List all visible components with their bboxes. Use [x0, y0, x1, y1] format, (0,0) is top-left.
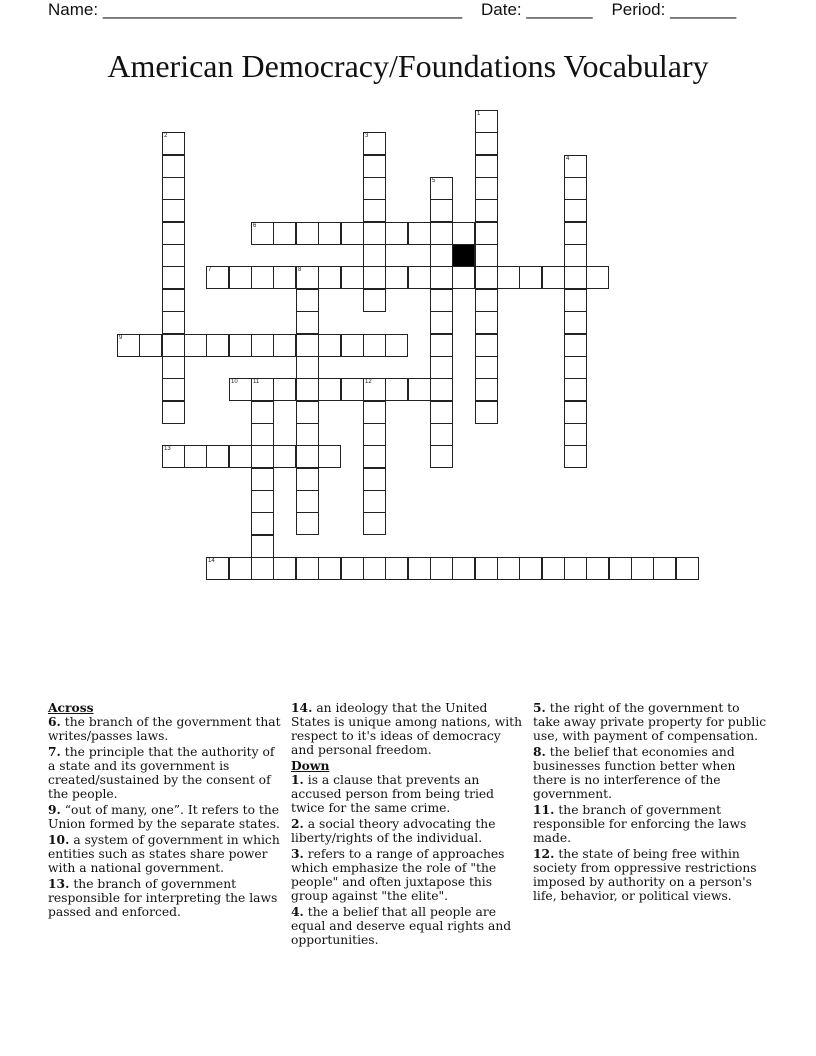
crossword-cell[interactable]: [162, 155, 185, 178]
crossword-cell[interactable]: [408, 557, 431, 580]
crossword-cell[interactable]: [564, 401, 587, 424]
crossword-cell[interactable]: [318, 266, 341, 289]
crossword-cell[interactable]: [408, 222, 431, 245]
clue-across-7: [48, 745, 284, 801]
clue-text: a social theory advocating the liberty/rights of the individual.: [291, 817, 496, 845]
crossword-cell[interactable]: [296, 401, 319, 424]
crossword-cell[interactable]: [363, 222, 386, 245]
clue-across-10: [48, 833, 284, 875]
crossword-cell[interactable]: [251, 334, 274, 357]
blocked-cell: [452, 244, 475, 267]
crossword-cell[interactable]: [475, 311, 498, 334]
crossword-cell[interactable]: [229, 378, 252, 401]
crossword-cell[interactable]: [162, 356, 185, 379]
clues-column-3: [533, 701, 769, 905]
crossword-cell[interactable]: [363, 423, 386, 446]
cell-number: 13: [164, 446, 171, 452]
crossword-cell[interactable]: [341, 334, 364, 357]
clue-down-2: [291, 817, 527, 845]
crossword-cell[interactable]: [430, 356, 453, 379]
crossword-cell[interactable]: [452, 266, 475, 289]
crossword-cell[interactable]: [296, 289, 319, 312]
clues-column-1: [48, 701, 284, 921]
crossword-cell[interactable]: [586, 266, 609, 289]
crossword-cell[interactable]: [296, 311, 319, 334]
crossword-cell[interactable]: [564, 199, 587, 222]
crossword-cell[interactable]: [475, 334, 498, 357]
crossword-cell[interactable]: [653, 557, 676, 580]
cell-number: 7: [208, 267, 212, 273]
crossword-cell[interactable]: [452, 557, 475, 580]
crossword-cell[interactable]: [296, 557, 319, 580]
clue-number: 4.: [291, 904, 304, 919]
crossword-cell[interactable]: [206, 266, 229, 289]
crossword-cell[interactable]: [475, 132, 498, 155]
clue-number: 14.: [291, 700, 313, 715]
clue-text: the principle that the authority of a state and its government is created/sustained by the consent of the people.: [48, 745, 275, 801]
cell-number: 12: [365, 379, 372, 385]
crossword-cell[interactable]: [475, 222, 498, 245]
crossword-cell[interactable]: [162, 244, 185, 267]
crossword-cell[interactable]: [229, 445, 252, 468]
crossword-cell[interactable]: [564, 222, 587, 245]
crossword-cell[interactable]: [363, 557, 386, 580]
crossword-cell[interactable]: [363, 244, 386, 267]
crossword-cell[interactable]: [542, 557, 565, 580]
crossword-cell[interactable]: [564, 244, 587, 267]
crossword-cell[interactable]: [162, 199, 185, 222]
crossword-cell[interactable]: [117, 334, 140, 357]
crossword-cell[interactable]: [363, 378, 386, 401]
crossword-cell[interactable]: [475, 266, 498, 289]
clue-down-11: [533, 803, 769, 845]
crossword-cell[interactable]: [341, 222, 364, 245]
clues-column-2: [291, 701, 527, 949]
crossword-cell[interactable]: [363, 155, 386, 178]
crossword-cell[interactable]: [184, 445, 207, 468]
crossword-cell[interactable]: [162, 222, 185, 245]
crossword-cell[interactable]: [385, 266, 408, 289]
crossword-cell[interactable]: [363, 132, 386, 155]
clue-text: “out of many, one”. It refers to the Union formed by the separate states.: [48, 803, 280, 831]
crossword-cell[interactable]: [475, 356, 498, 379]
clue-number: 9.: [48, 802, 61, 817]
period-blank[interactable]: _______: [670, 0, 737, 19]
crossword-cell[interactable]: [318, 222, 341, 245]
crossword-cell[interactable]: [430, 445, 453, 468]
crossword-cell[interactable]: [564, 334, 587, 357]
clue-number: 7.: [48, 744, 61, 759]
crossword-cell[interactable]: [162, 177, 185, 200]
crossword-cell[interactable]: [564, 266, 587, 289]
crossword-cell[interactable]: [229, 334, 252, 357]
crossword-cell[interactable]: [318, 445, 341, 468]
cell-number: 14: [208, 558, 215, 564]
crossword-cell[interactable]: [206, 334, 229, 357]
clue-number: 5.: [533, 700, 546, 715]
clue-text: the branch of government responsible for enforcing the laws made.: [533, 803, 747, 845]
clue-down-8: [533, 745, 769, 801]
crossword-cell[interactable]: [363, 177, 386, 200]
crossword-cell[interactable]: [251, 222, 274, 245]
crossword-cell[interactable]: [162, 401, 185, 424]
crossword-cell[interactable]: [251, 535, 274, 558]
clue-number: 2.: [291, 816, 304, 831]
crossword-cell[interactable]: [318, 334, 341, 357]
crossword-cell[interactable]: [631, 557, 654, 580]
crossword-cell[interactable]: [475, 155, 498, 178]
crossword-cell[interactable]: [251, 468, 274, 491]
crossword-cell[interactable]: [430, 334, 453, 357]
crossword-cell[interactable]: [564, 177, 587, 200]
crossword-cell[interactable]: [162, 266, 185, 289]
clue-across-9: [48, 803, 284, 831]
crossword-cell[interactable]: [430, 378, 453, 401]
crossword-cell[interactable]: [229, 266, 252, 289]
crossword-cell[interactable]: [296, 423, 319, 446]
crossword-cell[interactable]: [273, 334, 296, 357]
crossword-cell[interactable]: [564, 423, 587, 446]
crossword-cell[interactable]: [385, 557, 408, 580]
crossword-cell[interactable]: [542, 266, 565, 289]
clue-down-5: [533, 701, 769, 743]
clue-text: is a clause that prevents an accused person from being tried twice for the same crime.: [291, 773, 495, 815]
clue-text: an ideology that the United States is unique among nations, with respect to it's ideas of democracy and personal freedom.: [291, 701, 523, 757]
crossword-cell[interactable]: [408, 266, 431, 289]
crossword-cell[interactable]: [251, 378, 274, 401]
clue-down-4: [291, 905, 527, 947]
crossword-cell[interactable]: [296, 356, 319, 379]
crossword-cell[interactable]: [475, 199, 498, 222]
clue-number: 8.: [533, 744, 546, 759]
crossword-cell[interactable]: [676, 557, 699, 580]
crossword-cell[interactable]: [251, 557, 274, 580]
crossword-cell[interactable]: [430, 423, 453, 446]
crossword-cell[interactable]: [296, 468, 319, 491]
crossword-cell[interactable]: [162, 289, 185, 312]
down-heading: Down: [291, 758, 330, 773]
crossword-cell[interactable]: [475, 378, 498, 401]
crossword-cell[interactable]: [475, 401, 498, 424]
crossword-cell[interactable]: [497, 266, 520, 289]
crossword-cell[interactable]: [251, 445, 274, 468]
clue-number: 13.: [48, 876, 70, 891]
cell-number: 4: [566, 156, 570, 162]
crossword-cell[interactable]: [184, 334, 207, 357]
crossword-cell[interactable]: [363, 401, 386, 424]
crossword-cell[interactable]: [452, 222, 475, 245]
crossword-cell[interactable]: [296, 512, 319, 535]
crossword-cell[interactable]: [251, 266, 274, 289]
crossword-cell[interactable]: [251, 512, 274, 535]
crossword-cell[interactable]: [206, 445, 229, 468]
crossword-cell[interactable]: [564, 557, 587, 580]
cell-number: 10: [231, 379, 238, 385]
crossword-cell[interactable]: [564, 445, 587, 468]
clue-across-14: [291, 701, 527, 757]
crossword-cell[interactable]: [430, 244, 453, 267]
crossword-cell[interactable]: [162, 378, 185, 401]
crossword-cell[interactable]: [296, 222, 319, 245]
crossword-cell[interactable]: [363, 199, 386, 222]
crossword-cell[interactable]: [519, 557, 542, 580]
cell-number: 9: [119, 335, 123, 341]
across-heading: Across: [48, 700, 94, 715]
name-blank[interactable]: ______________________________________: [102, 0, 463, 19]
date-blank[interactable]: _______: [526, 0, 593, 19]
crossword-cell[interactable]: [564, 311, 587, 334]
crossword-cell[interactable]: [318, 378, 341, 401]
crossword-cell[interactable]: [363, 512, 386, 535]
crossword-cell[interactable]: [475, 557, 498, 580]
crossword-cell[interactable]: [385, 378, 408, 401]
clue-text: a system of government in which entities such as states share power with a national government.: [48, 833, 280, 875]
crossword-cell[interactable]: [430, 266, 453, 289]
crossword-cell[interactable]: [139, 334, 162, 357]
crossword-cell[interactable]: [475, 177, 498, 200]
cell-number: 6: [253, 223, 257, 229]
crossword-cell[interactable]: [162, 445, 185, 468]
crossword-cell[interactable]: [564, 378, 587, 401]
worksheet-title: American Democracy/Foundations Vocabulary: [107, 48, 709, 84]
clue-number: 11.: [533, 802, 555, 817]
crossword-cell[interactable]: [162, 311, 185, 334]
cell-number: 11: [253, 379, 260, 385]
clue-number: 6.: [48, 714, 61, 729]
clue-across-6: [48, 715, 284, 743]
crossword-cell[interactable]: [408, 378, 431, 401]
clue-down-1: [291, 773, 527, 815]
crossword-cell[interactable]: [363, 289, 386, 312]
crossword-cell[interactable]: [385, 222, 408, 245]
crossword-cell[interactable]: [363, 490, 386, 513]
clue-number: 12.: [533, 846, 555, 861]
clue-number: 1.: [291, 772, 304, 787]
crossword-cell[interactable]: [430, 311, 453, 334]
crossword-cell[interactable]: [430, 177, 453, 200]
crossword-cell[interactable]: [564, 289, 587, 312]
crossword-cell[interactable]: [296, 334, 319, 357]
crossword-cell[interactable]: [385, 334, 408, 357]
clue-number: 3.: [291, 846, 304, 861]
crossword-cell[interactable]: [475, 289, 498, 312]
crossword-cell[interactable]: [273, 222, 296, 245]
crossword-cell[interactable]: [273, 445, 296, 468]
crossword-cell[interactable]: [251, 490, 274, 513]
crossword-cell[interactable]: [363, 266, 386, 289]
crossword-cell[interactable]: [296, 266, 319, 289]
clue-across-13: [48, 877, 284, 919]
crossword-cell[interactable]: [296, 490, 319, 513]
crossword-cell[interactable]: [564, 155, 587, 178]
crossword-cell[interactable]: [251, 423, 274, 446]
crossword-cell[interactable]: [363, 445, 386, 468]
clue-text: the a belief that all people are equal and deserve equal rights and opportunities.: [291, 905, 512, 947]
clue-down-12: [533, 847, 769, 903]
crossword-cell[interactable]: [430, 289, 453, 312]
date-label: Date:: [481, 0, 522, 19]
crossword-cell[interactable]: [296, 445, 319, 468]
crossword-cell[interactable]: [273, 266, 296, 289]
crossword-cell[interactable]: [564, 356, 587, 379]
crossword-cell[interactable]: [430, 222, 453, 245]
crossword-cell[interactable]: [497, 557, 520, 580]
crossword-cell[interactable]: [273, 378, 296, 401]
clue-text: refers to a range of approaches which emphasize the role of "the people" and often juxtapose this group against "the elite".: [291, 847, 505, 903]
crossword-cell[interactable]: [229, 557, 252, 580]
crossword-cell[interactable]: [162, 132, 185, 155]
cell-number: 1: [477, 111, 481, 117]
crossword-cell[interactable]: [296, 378, 319, 401]
clue-text: the right of the government to take away private property for public use, with payment of compensation.: [533, 701, 767, 743]
cell-number: 5: [432, 178, 436, 184]
crossword-cell[interactable]: [363, 468, 386, 491]
clue-number: 10.: [48, 832, 70, 847]
crossword-cell[interactable]: [430, 199, 453, 222]
crossword-cell[interactable]: [430, 401, 453, 424]
crossword-cell[interactable]: [519, 266, 542, 289]
period-label: Period:: [611, 0, 666, 19]
crossword-cell[interactable]: [586, 557, 609, 580]
clue-down-3: [291, 847, 527, 903]
crossword-cell[interactable]: [363, 334, 386, 357]
crossword-cell[interactable]: [341, 378, 364, 401]
crossword-cell[interactable]: [341, 266, 364, 289]
crossword-cell[interactable]: [251, 401, 274, 424]
crossword-cell[interactable]: [475, 110, 498, 133]
crossword-cell[interactable]: [162, 334, 185, 357]
crossword-cell[interactable]: [318, 557, 341, 580]
crossword-cell[interactable]: [430, 557, 453, 580]
cell-number: 3: [365, 133, 369, 139]
crossword-cell[interactable]: [273, 557, 296, 580]
clue-text: the branch of the government that writes/passes laws.: [48, 715, 281, 743]
cell-number: 8: [298, 267, 302, 273]
crossword-cell[interactable]: [206, 557, 229, 580]
cell-number: 2: [164, 133, 168, 139]
clue-text: the state of being free within society from oppressive restrictions imposed by authority on a person's life, behavior, or political views.: [533, 847, 757, 903]
crossword-cell[interactable]: [609, 557, 632, 580]
clue-text: the branch of government responsible for interpreting the laws passed and enforced.: [48, 877, 278, 919]
crossword-cell[interactable]: [475, 244, 498, 267]
clue-text: the belief that economies and businesses function better when there is no interference of the government.: [533, 745, 736, 801]
crossword-cell[interactable]: [341, 557, 364, 580]
name-label: Name:: [48, 0, 99, 19]
